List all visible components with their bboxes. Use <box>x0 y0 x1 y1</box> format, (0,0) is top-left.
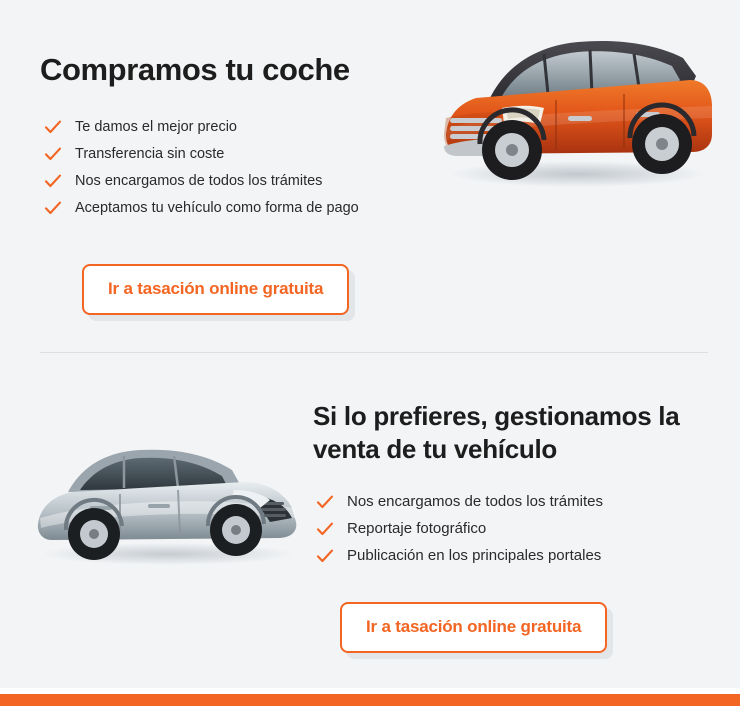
section-divider <box>40 352 708 353</box>
check-icon <box>44 200 62 218</box>
cta-one-wrapper <box>82 264 349 315</box>
list-item-label: Nos encargamos de todos los trámites <box>347 493 603 510</box>
list-item-label: Nos encargamos de todos los trámites <box>75 173 323 189</box>
check-icon <box>44 173 62 191</box>
check-icon <box>316 494 334 512</box>
section-one-heading: Compramos tu coche <box>40 52 350 87</box>
list-item <box>316 547 716 565</box>
check-icon <box>316 548 334 566</box>
list-item-label: Transferencia sin coste <box>75 146 225 162</box>
check-icon <box>44 146 62 164</box>
check-icon <box>44 119 62 137</box>
section-two-heading: Si lo prefieres, gestionamos la venta de tu vehículo <box>313 401 680 464</box>
list-item <box>44 199 464 217</box>
list-item <box>44 145 464 163</box>
section-buy-car <box>0 0 740 352</box>
list-item <box>44 118 464 136</box>
go-to-free-online-valuation-button-top[interactable]: Ir a tasación online gratuita <box>82 264 349 315</box>
go-to-free-online-valuation-button-bottom[interactable]: Ir a tasación online gratuita <box>340 602 607 653</box>
check-icon <box>316 521 334 539</box>
list-item <box>316 520 716 538</box>
list-item-label: Publicación en los principales portales <box>347 547 602 564</box>
silver-sedan-photo <box>28 430 308 570</box>
list-item-label: Te damos el mejor precio <box>75 119 237 135</box>
bottom-accent-bar <box>0 694 740 706</box>
list-item <box>316 493 716 511</box>
cta-two-wrapper <box>340 602 607 653</box>
orange-suv-photo <box>428 22 718 197</box>
section-one-feature-list <box>44 118 464 226</box>
section-two-feature-list <box>316 493 716 574</box>
list-item <box>44 172 464 190</box>
list-item-label: Reportaje fotográfico <box>347 520 487 537</box>
list-item-label: Aceptamos tu vehículo como forma de pago <box>75 200 359 216</box>
